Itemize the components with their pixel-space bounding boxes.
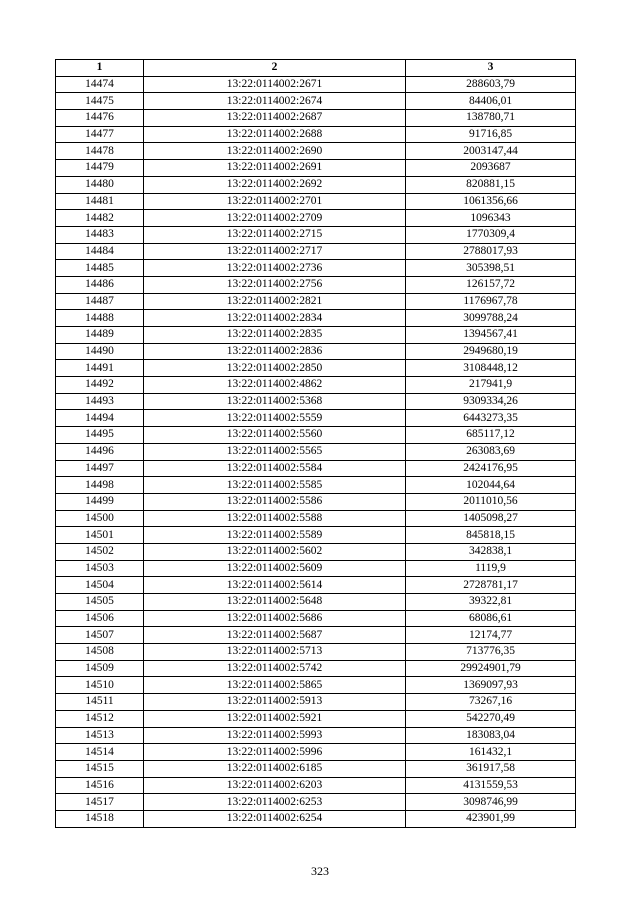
table-row [56, 527, 576, 544]
value-cell: 3099788,24 [406, 310, 576, 327]
table-row [56, 644, 576, 661]
value-cell: 161432,1 [406, 744, 576, 761]
row-number-cell: 14495 [56, 427, 144, 444]
row-number-cell: 14513 [56, 727, 144, 744]
cadastral-number-cell: 13:22:0114002:2736 [144, 260, 406, 277]
value-cell: 2011010,56 [406, 493, 576, 510]
table-row [56, 393, 576, 410]
row-number-cell: 14514 [56, 744, 144, 761]
cadastral-number-cell: 13:22:0114002:6254 [144, 810, 406, 827]
table-row [56, 610, 576, 627]
table-row [56, 343, 576, 360]
table-row [56, 93, 576, 110]
cadastral-number-cell: 13:22:0114002:5913 [144, 694, 406, 711]
table-row [56, 76, 576, 93]
value-cell: 1394567,41 [406, 327, 576, 344]
cadastral-number-cell: 13:22:0114002:5996 [144, 744, 406, 761]
table-row [56, 493, 576, 510]
row-number-cell: 14480 [56, 176, 144, 193]
value-cell: 217941,9 [406, 377, 576, 394]
row-number-cell: 14503 [56, 560, 144, 577]
cadastral-number-cell: 13:22:0114002:2715 [144, 226, 406, 243]
page-number: 323 [311, 864, 329, 878]
value-cell: 12174,77 [406, 627, 576, 644]
value-cell: 84406,01 [406, 93, 576, 110]
row-number-cell: 14507 [56, 627, 144, 644]
table-row [56, 327, 576, 344]
table-row [56, 126, 576, 143]
row-number-cell: 14516 [56, 777, 144, 794]
row-number-cell: 14517 [56, 794, 144, 811]
cadastral-number-cell: 13:22:0114002:5589 [144, 527, 406, 544]
value-cell: 2949680,19 [406, 343, 576, 360]
cadastral-number-cell: 13:22:0114002:2717 [144, 243, 406, 260]
column-header-2: 2 [144, 60, 406, 77]
value-cell: 685117,12 [406, 427, 576, 444]
row-number-cell: 14515 [56, 760, 144, 777]
value-cell: 305398,51 [406, 260, 576, 277]
row-number-cell: 14506 [56, 610, 144, 627]
cadastral-number-cell: 13:22:0114002:5565 [144, 443, 406, 460]
table-row [56, 744, 576, 761]
value-cell: 73267,16 [406, 694, 576, 711]
value-cell: 3098746,99 [406, 794, 576, 811]
value-cell: 4131559,53 [406, 777, 576, 794]
row-number-cell: 14482 [56, 210, 144, 227]
value-cell: 263083,69 [406, 443, 576, 460]
row-number-cell: 14489 [56, 327, 144, 344]
value-cell: 2424176,95 [406, 460, 576, 477]
cadastral-number-cell: 13:22:0114002:5368 [144, 393, 406, 410]
row-number-cell: 14493 [56, 393, 144, 410]
table-row [56, 777, 576, 794]
value-cell: 1770309,4 [406, 226, 576, 243]
column-header-3: 3 [406, 60, 576, 77]
row-number-cell: 14484 [56, 243, 144, 260]
table-row [56, 727, 576, 744]
cadastral-number-cell: 13:22:0114002:6185 [144, 760, 406, 777]
row-number-cell: 14474 [56, 76, 144, 93]
row-number-cell: 14505 [56, 594, 144, 611]
row-number-cell: 14509 [56, 660, 144, 677]
cadastral-number-cell: 13:22:0114002:5585 [144, 477, 406, 494]
table-row [56, 443, 576, 460]
table-row [56, 694, 576, 711]
row-number-cell: 14497 [56, 460, 144, 477]
cadastral-number-cell: 13:22:0114002:2709 [144, 210, 406, 227]
row-number-cell: 14500 [56, 510, 144, 527]
value-cell: 423901,99 [406, 810, 576, 827]
row-number-cell: 14487 [56, 293, 144, 310]
row-number-cell: 14494 [56, 410, 144, 427]
row-number-cell: 14492 [56, 377, 144, 394]
cadastral-number-cell: 13:22:0114002:5609 [144, 560, 406, 577]
table-row [56, 660, 576, 677]
row-number-cell: 14485 [56, 260, 144, 277]
row-number-cell: 14479 [56, 160, 144, 177]
cadastral-number-cell: 13:22:0114002:2756 [144, 276, 406, 293]
cadastral-number-cell: 13:22:0114002:2834 [144, 310, 406, 327]
value-cell: 288603,79 [406, 76, 576, 93]
value-cell: 183083,04 [406, 727, 576, 744]
value-cell: 29924901,79 [406, 660, 576, 677]
row-number-cell: 14501 [56, 527, 144, 544]
table-row [56, 427, 576, 444]
cadastral-number-cell: 13:22:0114002:6253 [144, 794, 406, 811]
row-number-cell: 14477 [56, 126, 144, 143]
cadastral-number-cell: 13:22:0114002:5648 [144, 594, 406, 611]
table-row [56, 293, 576, 310]
row-number-cell: 14481 [56, 193, 144, 210]
table-row [56, 477, 576, 494]
row-number-cell: 14475 [56, 93, 144, 110]
table-row [56, 193, 576, 210]
table-row [56, 176, 576, 193]
table-row [56, 510, 576, 527]
row-number-cell: 14511 [56, 694, 144, 711]
value-cell: 361917,58 [406, 760, 576, 777]
value-cell: 3108448,12 [406, 360, 576, 377]
value-cell: 126157,72 [406, 276, 576, 293]
table-row [56, 543, 576, 560]
cadastral-number-cell: 13:22:0114002:4862 [144, 377, 406, 394]
cadastral-number-cell: 13:22:0114002:5742 [144, 660, 406, 677]
row-number-cell: 14512 [56, 710, 144, 727]
row-number-cell: 14483 [56, 226, 144, 243]
cadastral-number-cell: 13:22:0114002:2671 [144, 76, 406, 93]
value-cell: 39322,81 [406, 594, 576, 611]
cadastral-number-cell: 13:22:0114002:5559 [144, 410, 406, 427]
row-number-cell: 14498 [56, 477, 144, 494]
value-cell: 68086,61 [406, 610, 576, 627]
cadastral-number-cell: 13:22:0114002:6203 [144, 777, 406, 794]
row-number-cell: 14490 [56, 343, 144, 360]
value-cell: 91716,85 [406, 126, 576, 143]
cadastral-number-cell: 13:22:0114002:5713 [144, 644, 406, 661]
value-cell: 2093687 [406, 160, 576, 177]
cadastral-number-cell: 13:22:0114002:5614 [144, 577, 406, 594]
table-row [56, 710, 576, 727]
value-cell: 1061356,66 [406, 193, 576, 210]
value-cell: 820881,15 [406, 176, 576, 193]
row-number-cell: 14491 [56, 360, 144, 377]
value-cell: 1119,9 [406, 560, 576, 577]
table-row [56, 810, 576, 827]
cadastral-number-cell: 13:22:0114002:2701 [144, 193, 406, 210]
cadastral-number-cell: 13:22:0114002:5687 [144, 627, 406, 644]
table-row [56, 210, 576, 227]
row-number-cell: 14488 [56, 310, 144, 327]
table-header-row [56, 60, 576, 77]
value-cell: 542270,49 [406, 710, 576, 727]
cadastral-number-cell: 13:22:0114002:2835 [144, 327, 406, 344]
table-row [56, 577, 576, 594]
cadastral-number-cell: 13:22:0114002:2821 [144, 293, 406, 310]
row-number-cell: 14502 [56, 543, 144, 560]
cadastral-number-cell: 13:22:0114002:2836 [144, 343, 406, 360]
row-number-cell: 14518 [56, 810, 144, 827]
row-number-cell: 14496 [56, 443, 144, 460]
table-row [56, 143, 576, 160]
value-cell: 2788017,93 [406, 243, 576, 260]
table-row [56, 226, 576, 243]
cadastral-number-cell: 13:22:0114002:2687 [144, 110, 406, 127]
table-row [56, 760, 576, 777]
table-row [56, 360, 576, 377]
row-number-cell: 14510 [56, 677, 144, 694]
value-cell: 1096343 [406, 210, 576, 227]
cadastral-number-cell: 13:22:0114002:2691 [144, 160, 406, 177]
data-table [55, 59, 576, 828]
value-cell: 6443273,35 [406, 410, 576, 427]
table-row [56, 410, 576, 427]
value-cell: 1405098,27 [406, 510, 576, 527]
cadastral-number-cell: 13:22:0114002:5993 [144, 727, 406, 744]
row-number-cell: 14504 [56, 577, 144, 594]
value-cell: 342838,1 [406, 543, 576, 560]
value-cell: 845818,15 [406, 527, 576, 544]
cadastral-number-cell: 13:22:0114002:5588 [144, 510, 406, 527]
value-cell: 713776,35 [406, 644, 576, 661]
cadastral-number-cell: 13:22:0114002:2690 [144, 143, 406, 160]
table-row [56, 377, 576, 394]
cadastral-number-cell: 13:22:0114002:5921 [144, 710, 406, 727]
column-header-1: 1 [56, 60, 144, 77]
cadastral-number-cell: 13:22:0114002:2688 [144, 126, 406, 143]
cadastral-number-cell: 13:22:0114002:5586 [144, 493, 406, 510]
cadastral-number-cell: 13:22:0114002:5584 [144, 460, 406, 477]
cadastral-number-cell: 13:22:0114002:5865 [144, 677, 406, 694]
cadastral-number-cell: 13:22:0114002:2674 [144, 93, 406, 110]
table-row [56, 594, 576, 611]
table-row [56, 243, 576, 260]
value-cell: 1369097,93 [406, 677, 576, 694]
table-row [56, 276, 576, 293]
value-cell: 1176967,78 [406, 293, 576, 310]
cadastral-number-cell: 13:22:0114002:5686 [144, 610, 406, 627]
row-number-cell: 14508 [56, 644, 144, 661]
cadastral-number-cell: 13:22:0114002:5602 [144, 543, 406, 560]
value-cell: 102044,64 [406, 477, 576, 494]
table-body [56, 76, 576, 827]
row-number-cell: 14499 [56, 493, 144, 510]
row-number-cell: 14478 [56, 143, 144, 160]
cadastral-number-cell: 13:22:0114002:2692 [144, 176, 406, 193]
value-cell: 9309334,26 [406, 393, 576, 410]
row-number-cell: 14476 [56, 110, 144, 127]
table-row [56, 160, 576, 177]
table-row [56, 560, 576, 577]
cadastral-number-cell: 13:22:0114002:5560 [144, 427, 406, 444]
table-row [56, 310, 576, 327]
table-row [56, 110, 576, 127]
table-row [56, 627, 576, 644]
value-cell: 2003147,44 [406, 143, 576, 160]
row-number-cell: 14486 [56, 276, 144, 293]
table-row [56, 260, 576, 277]
table-row [56, 460, 576, 477]
value-cell: 2728781,17 [406, 577, 576, 594]
table-row [56, 677, 576, 694]
table-row [56, 794, 576, 811]
value-cell: 138780,71 [406, 110, 576, 127]
cadastral-number-cell: 13:22:0114002:2850 [144, 360, 406, 377]
